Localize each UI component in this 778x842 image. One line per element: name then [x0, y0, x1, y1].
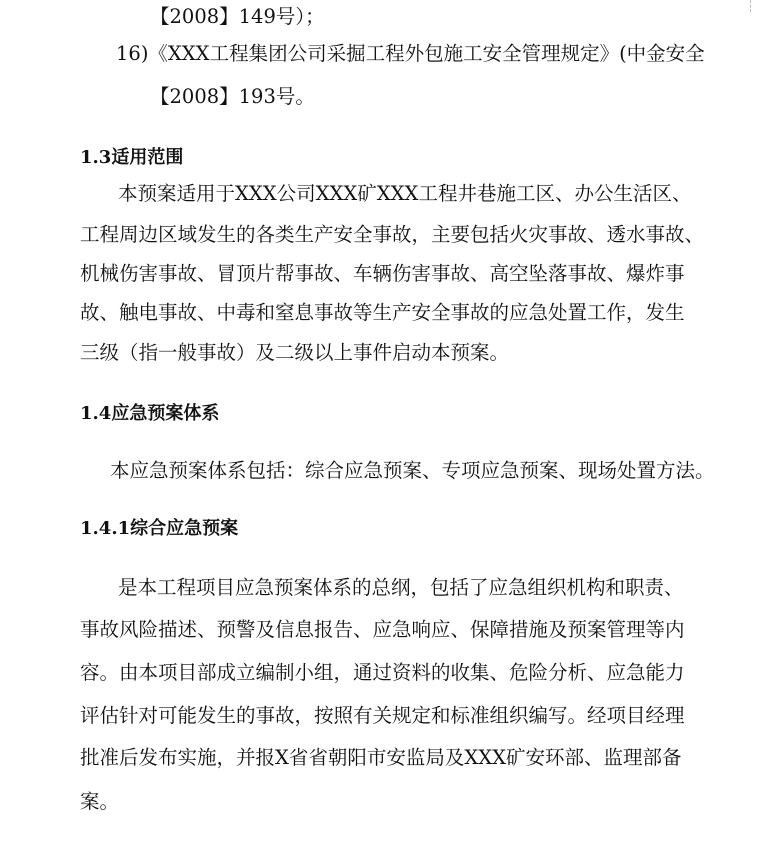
text-line: 工程周边区域发生的各类生产安全事故，主要包括火灾事故、透水事故、: [80, 223, 705, 246]
text-line: 案。: [80, 790, 120, 813]
section-heading: 1.3适用范围: [80, 147, 184, 168]
section-heading: 1.4应急预案体系: [80, 403, 220, 424]
text-line: 容。由本项目部成立编制小组，通过资料的收集、危险分析、应急能力: [80, 661, 685, 684]
text-line: 本应急预案体系包括：综合应急预案、专项应急预案、现场处置方法。: [110, 459, 715, 482]
margin-guide: [750, 0, 751, 12]
text-line: 16)《XXX工程集团公司采掘工程外包施工安全管理规定》(中金安全: [116, 42, 705, 65]
text-line: 批准后发布实施，并报X省省朝阳市安监局及XXX矿安环部、监理部备: [80, 746, 682, 769]
text-line: 本预案适用于XXX公司XXX矿XXX工程井巷施工区、办公生活区、: [118, 182, 692, 205]
text-line: 【2008】193号。: [150, 85, 315, 108]
text-line: 三级（指一般事故）及二级以上事件启动本预案。: [80, 341, 510, 364]
text-line: 事故风险描述、预警及信息报告、应急响应、保障措施及预案管理等内: [80, 618, 685, 641]
text-line: 机械伤害事故、冒顶片帮事故、车辆伤害事故、高空坠落事故、爆炸事: [80, 262, 685, 285]
text-line: 是本工程项目应急预案体系的总纲，包括了应急组织机构和职责、: [118, 576, 684, 599]
text-line: 故、触电事故、中毒和窒息事故等生产安全事故的应急处置工作，发生: [80, 301, 685, 324]
section-heading: 1.4.1综合应急预案: [80, 518, 239, 539]
text-line: 评估针对可能发生的事故，按照有关规定和标准组织编写。经项目经理: [80, 704, 685, 727]
text-line: 【2008】149号）；: [150, 5, 325, 28]
